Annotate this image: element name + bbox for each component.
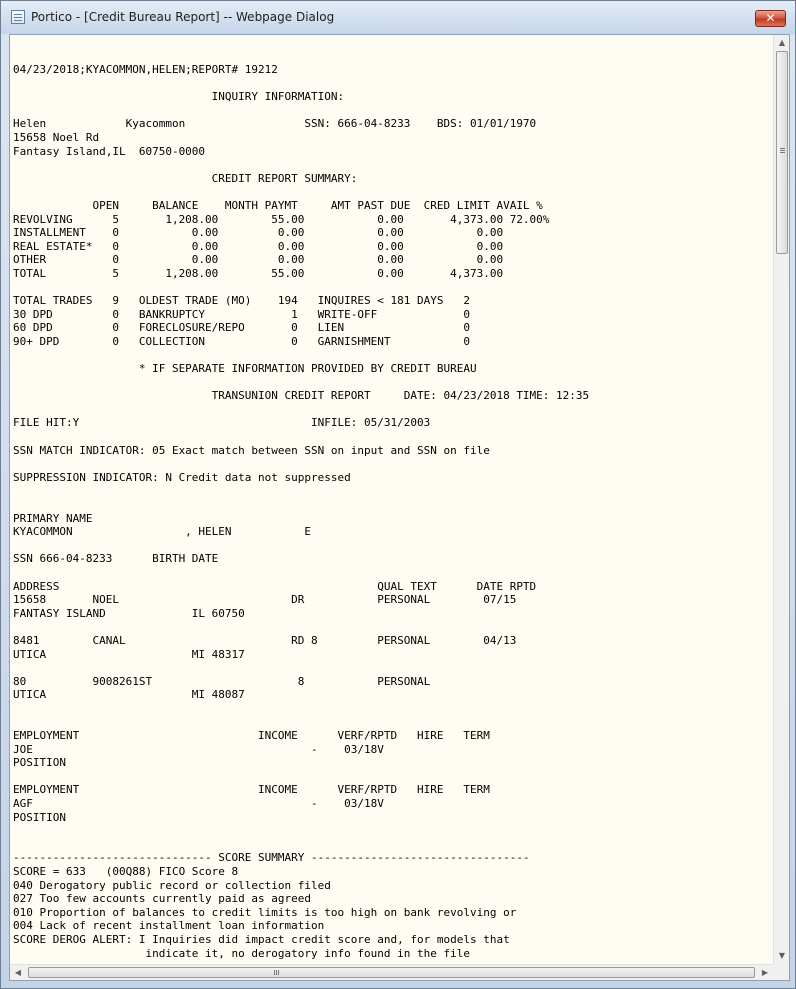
report-line: 04/23/2018;KYACOMMON,HELEN;REPORT# 19212 <box>13 63 278 76</box>
report-line: 15658 NOEL DR PERSONAL 07/15 <box>13 593 517 607</box>
grip-icon <box>780 148 785 149</box>
report-line: FANTASY ISLAND IL 60750 <box>13 606 245 620</box>
credit-report-text <box>13 63 589 960</box>
report-line: 010 Proportion of balances to credit limits is too high on bank revolving or <box>13 905 517 919</box>
report-line: 004 Lack of recent installment loan information <box>13 919 325 933</box>
report-line: * IF SEPARATE INFORMATION PROVIDED BY CREDIT BUREAU <box>13 362 477 376</box>
report-line: FILE HIT:Y INFILE: 05/31/2003 <box>13 416 431 430</box>
report-line: AGF - 03/18V <box>13 797 384 811</box>
report-content <box>10 35 773 964</box>
vertical-scrollbar[interactable] <box>773 35 789 964</box>
scroll-right-arrow-icon[interactable]: ▶ <box>761 968 769 977</box>
report-line: OTHER 0 0.00 0.00 0.00 0.00 <box>13 253 504 267</box>
vertical-scroll-thumb[interactable] <box>776 51 788 254</box>
report-line: SUPPRESSION INDICATOR: N Credit data not suppressed <box>13 470 351 484</box>
report-line: Fantasy Island,IL 60750-0000 <box>13 144 206 158</box>
report-line: 60 DPD 0 FORECLOSURE/REPO 0 LIEN 0 <box>13 321 470 335</box>
report-line: indicate it, no derogatory info found in the file <box>13 946 470 960</box>
report-line: KYACOMMON , HELEN E <box>13 525 312 539</box>
report-line: Helen Kyacommon SSN: 666-04-8233 BDS: 01/01/1970 <box>13 117 537 131</box>
report-line: 80 9008261ST 8 PERSONAL <box>13 674 431 688</box>
report-line: SSN 666-04-8233 BIRTH DATE <box>13 552 219 566</box>
report-line: REVOLVING 5 1,208.00 55.00 0.00 4,373.00 72.00% <box>13 212 550 226</box>
report-line: SCORE = 633 (00Q88) FICO Score 8 <box>13 865 239 879</box>
report-line: EMPLOYMENT INCOME VERF/RPTD HIRE TERM <box>13 783 490 797</box>
scrollbar-corner <box>773 964 789 980</box>
report-line: POSITION <box>13 810 66 824</box>
report-line: 90+ DPD 0 COLLECTION 0 GARNISHMENT 0 <box>13 334 470 348</box>
horizontal-scroll-thumb[interactable] <box>28 967 755 978</box>
report-line: 040 Derogatory public record or collection filed <box>13 878 331 892</box>
report-line: EMPLOYMENT INCOME VERF/RPTD HIRE TERM <box>13 729 490 743</box>
report-line: JOE - 03/18V <box>13 742 384 756</box>
report-line: UTICA MI 48317 <box>13 647 245 661</box>
report-line: REAL ESTATE* 0 0.00 0.00 0.00 0.00 <box>13 239 504 253</box>
report-line: 027 Too few accounts currently paid as agreed <box>13 892 312 906</box>
report-line: UTICA MI 48087 <box>13 688 245 702</box>
report-line: INSTALLMENT 0 0.00 0.00 0.00 0.00 <box>13 226 504 240</box>
report-line: POSITION <box>13 756 66 770</box>
scroll-down-arrow-icon[interactable]: ▼ <box>778 951 786 960</box>
grip-icon <box>274 970 275 975</box>
window-title: Portico - [Credit Bureau Report] -- Webpage Dialog <box>31 10 335 24</box>
page-icon <box>11 10 25 24</box>
report-line: TOTAL TRADES 9 OLDEST TRADE (MO) 194 INQUIRES < 181 DAYS 2 <box>13 294 470 308</box>
scroll-up-arrow-icon[interactable]: ▲ <box>778 38 786 47</box>
report-line: PRIMARY NAME <box>13 511 93 525</box>
report-line: OPEN BALANCE MONTH PAYMT AMT PAST DUE CRED LIMIT AVAIL % <box>13 198 543 212</box>
report-line: TOTAL 5 1,208.00 55.00 0.00 4,373.00 <box>13 266 504 280</box>
horizontal-scrollbar[interactable] <box>10 964 773 980</box>
report-line: 30 DPD 0 BANKRUPTCY 1 WRITE-OFF 0 <box>13 307 470 321</box>
scroll-left-arrow-icon[interactable]: ◀ <box>14 968 22 977</box>
report-line: SSN MATCH INDICATOR: 05 Exact match between SSN on input and SSN on file <box>13 443 490 457</box>
report-line: ADDRESS QUAL TEXT DATE RPTD <box>13 579 537 593</box>
report-line: INQUIRY INFORMATION: <box>13 90 345 104</box>
close-button[interactable]: ✕ <box>755 10 786 27</box>
report-frame <box>9 34 790 981</box>
report-line: ------------------------------ SCORE SUMMARY --------------------------------- <box>13 851 530 865</box>
report-line: TRANSUNION CREDIT REPORT DATE: 04/23/2018 TIME: 12:35 <box>13 389 590 403</box>
report-line: 15658 Noel Rd <box>13 130 100 144</box>
title-bar[interactable] <box>1 1 795 34</box>
report-line: 8481 CANAL RD 8 PERSONAL 04/13 <box>13 633 517 647</box>
report-line: SCORE DEROG ALERT: I Inquiries did impact credit score and, for models that <box>13 933 510 946</box>
report-line: CREDIT REPORT SUMMARY: <box>13 171 358 185</box>
